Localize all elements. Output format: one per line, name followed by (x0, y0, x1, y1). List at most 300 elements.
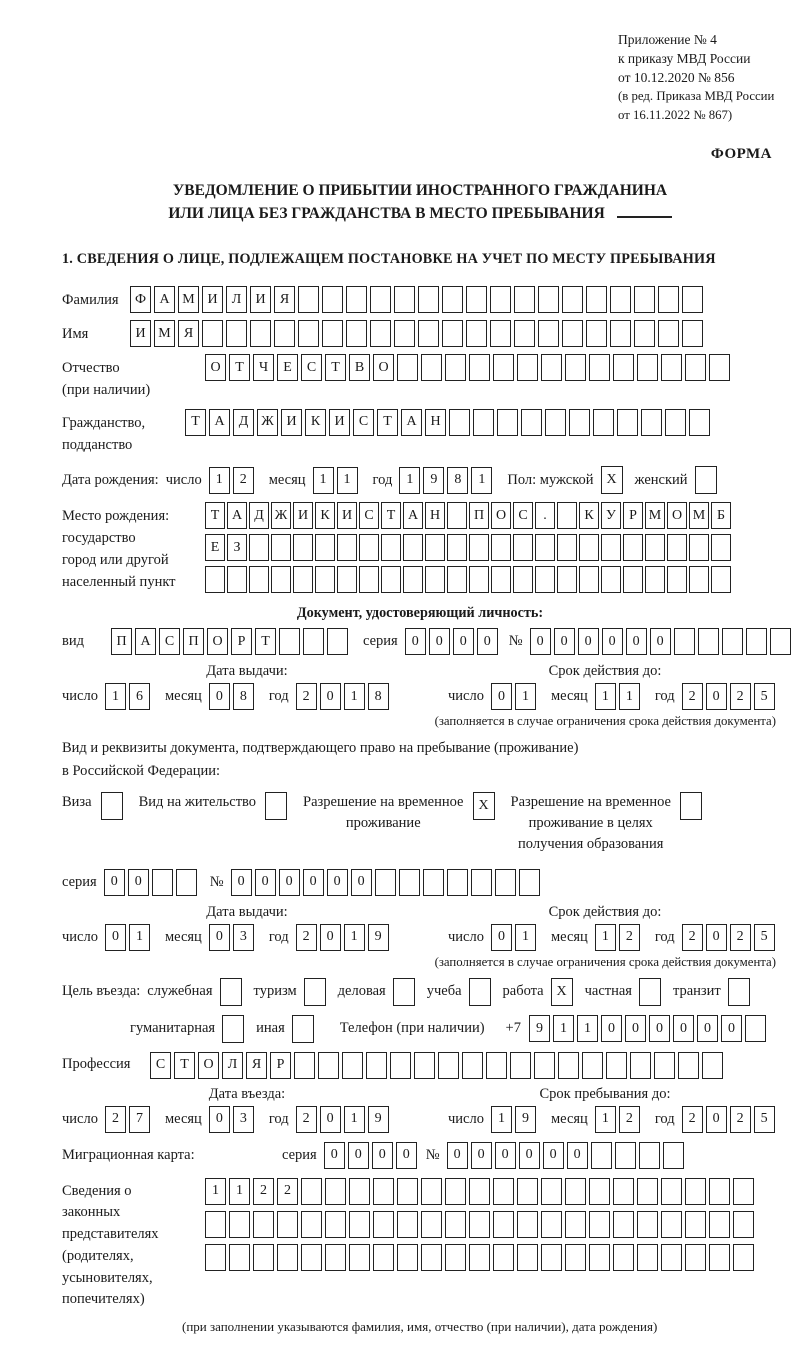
char-cell[interactable]: 0 (519, 1142, 540, 1169)
char-cell[interactable] (445, 1211, 466, 1238)
char-cell[interactable]: Е (205, 534, 225, 561)
char-cell[interactable] (394, 320, 415, 347)
char-cell[interactable]: Д (233, 409, 254, 436)
char-cell[interactable] (514, 286, 535, 313)
char-cell[interactable] (442, 286, 463, 313)
char-cell[interactable] (469, 1211, 490, 1238)
char-cell[interactable] (318, 1052, 339, 1079)
char-cell[interactable] (613, 1211, 634, 1238)
char-cell[interactable] (293, 534, 313, 561)
char-cell[interactable] (337, 534, 357, 561)
char-cell[interactable]: 0 (429, 628, 450, 655)
char-cell[interactable] (535, 534, 555, 561)
char-cell[interactable] (535, 566, 555, 593)
char-cell[interactable]: 1 (577, 1015, 598, 1042)
char-cell[interactable]: 2 (619, 1106, 640, 1133)
char-cell[interactable] (733, 1178, 754, 1205)
char-cell[interactable] (517, 1178, 538, 1205)
char-cell[interactable] (271, 534, 291, 561)
char-cell[interactable]: Р (231, 628, 252, 655)
char-cell[interactable] (469, 566, 489, 593)
char-cell[interactable]: 0 (405, 628, 426, 655)
char-cell[interactable] (562, 286, 583, 313)
char-cell[interactable] (390, 1052, 411, 1079)
char-cell[interactable]: 1 (399, 467, 420, 494)
char-cell[interactable]: М (178, 286, 199, 313)
char-cell[interactable] (601, 534, 621, 561)
char-cell[interactable] (397, 1178, 418, 1205)
char-cell[interactable]: 0 (602, 628, 623, 655)
char-cell[interactable] (447, 869, 468, 896)
char-cell[interactable] (469, 354, 490, 381)
char-cell[interactable] (445, 1178, 466, 1205)
char-cell[interactable] (702, 1052, 723, 1079)
char-cell[interactable] (421, 1244, 442, 1271)
char-cell[interactable] (322, 320, 343, 347)
char-cell[interactable] (745, 1015, 766, 1042)
sex-female-checkbox[interactable] (695, 466, 717, 494)
char-cell[interactable]: Т (381, 502, 401, 529)
char-cell[interactable] (637, 1211, 658, 1238)
char-cell[interactable]: Т (185, 409, 206, 436)
char-cell[interactable]: 0 (626, 628, 647, 655)
char-cell[interactable] (565, 1211, 586, 1238)
char-cell[interactable]: 0 (453, 628, 474, 655)
char-cell[interactable] (315, 534, 335, 561)
char-cell[interactable] (678, 1052, 699, 1079)
char-cell[interactable]: С (353, 409, 374, 436)
char-cell[interactable]: 6 (129, 683, 150, 710)
char-cell[interactable] (226, 320, 247, 347)
char-cell[interactable] (486, 1052, 507, 1079)
char-cell[interactable] (589, 354, 610, 381)
char-cell[interactable] (403, 566, 423, 593)
char-cell[interactable]: 0 (320, 683, 341, 710)
char-cell[interactable] (322, 286, 343, 313)
char-cell[interactable] (558, 1052, 579, 1079)
char-cell[interactable] (469, 1178, 490, 1205)
char-cell[interactable]: 0 (554, 628, 575, 655)
char-cell[interactable] (447, 534, 467, 561)
char-cell[interactable] (493, 354, 514, 381)
char-cell[interactable] (301, 1244, 322, 1271)
char-cell[interactable] (711, 534, 731, 561)
char-cell[interactable]: 0 (706, 683, 727, 710)
char-cell[interactable]: 1 (619, 683, 640, 710)
char-cell[interactable]: О (491, 502, 511, 529)
purpose-other-checkbox[interactable] (292, 1015, 314, 1043)
char-cell[interactable]: . (535, 502, 555, 529)
char-cell[interactable]: У (601, 502, 621, 529)
char-cell[interactable]: 2 (619, 924, 640, 951)
char-cell[interactable]: М (154, 320, 175, 347)
char-cell[interactable]: 0 (372, 1142, 393, 1169)
char-cell[interactable]: 0 (477, 628, 498, 655)
char-cell[interactable] (375, 869, 396, 896)
char-cell[interactable]: 0 (706, 1106, 727, 1133)
char-cell[interactable] (519, 869, 540, 896)
char-cell[interactable] (541, 1178, 562, 1205)
char-cell[interactable]: 2 (682, 683, 703, 710)
char-cell[interactable] (665, 409, 686, 436)
char-cell[interactable] (623, 534, 643, 561)
char-cell[interactable] (545, 409, 566, 436)
char-cell[interactable] (722, 628, 743, 655)
char-cell[interactable] (565, 1178, 586, 1205)
char-cell[interactable]: Ж (257, 409, 278, 436)
char-cell[interactable] (366, 1052, 387, 1079)
char-cell[interactable]: 1 (229, 1178, 250, 1205)
purpose-commercial-checkbox[interactable] (393, 978, 415, 1006)
char-cell[interactable] (514, 320, 535, 347)
char-cell[interactable] (534, 1052, 555, 1079)
char-cell[interactable]: 5 (754, 924, 775, 951)
char-cell[interactable]: М (689, 502, 709, 529)
char-cell[interactable] (637, 354, 658, 381)
char-cell[interactable] (399, 869, 420, 896)
char-cell[interactable]: П (469, 502, 489, 529)
char-cell[interactable]: Т (377, 409, 398, 436)
char-cell[interactable] (654, 1052, 675, 1079)
char-cell[interactable]: 1 (344, 924, 365, 951)
char-cell[interactable]: Т (229, 354, 250, 381)
char-cell[interactable] (438, 1052, 459, 1079)
char-cell[interactable] (445, 354, 466, 381)
char-cell[interactable]: А (227, 502, 247, 529)
char-cell[interactable] (630, 1052, 651, 1079)
char-cell[interactable] (359, 566, 379, 593)
purpose-transit-checkbox[interactable] (728, 978, 750, 1006)
char-cell[interactable] (733, 1211, 754, 1238)
char-cell[interactable] (325, 1178, 346, 1205)
char-cell[interactable]: 0 (320, 924, 341, 951)
purpose-humanitarian-checkbox[interactable] (222, 1015, 244, 1043)
char-cell[interactable] (373, 1178, 394, 1205)
char-cell[interactable] (641, 409, 662, 436)
char-cell[interactable] (298, 320, 319, 347)
char-cell[interactable]: С (513, 502, 533, 529)
char-cell[interactable]: Н (425, 409, 446, 436)
char-cell[interactable] (557, 566, 577, 593)
char-cell[interactable] (397, 1211, 418, 1238)
char-cell[interactable] (667, 534, 687, 561)
char-cell[interactable]: 2 (277, 1178, 298, 1205)
char-cell[interactable]: 8 (368, 683, 389, 710)
char-cell[interactable] (325, 1211, 346, 1238)
char-cell[interactable] (491, 566, 511, 593)
char-cell[interactable]: 1 (553, 1015, 574, 1042)
char-cell[interactable] (667, 566, 687, 593)
char-cell[interactable] (277, 1244, 298, 1271)
char-cell[interactable] (495, 869, 516, 896)
char-cell[interactable] (770, 628, 791, 655)
char-cell[interactable] (637, 1178, 658, 1205)
residence-permit-checkbox[interactable] (265, 792, 287, 820)
char-cell[interactable] (293, 566, 313, 593)
char-cell[interactable] (569, 409, 590, 436)
char-cell[interactable] (491, 534, 511, 561)
char-cell[interactable] (381, 566, 401, 593)
char-cell[interactable]: 2 (730, 924, 751, 951)
char-cell[interactable]: Р (623, 502, 643, 529)
char-cell[interactable] (589, 1178, 610, 1205)
char-cell[interactable] (493, 1244, 514, 1271)
char-cell[interactable]: 1 (337, 467, 358, 494)
char-cell[interactable] (381, 534, 401, 561)
char-cell[interactable] (610, 286, 631, 313)
char-cell[interactable]: 0 (209, 683, 230, 710)
char-cell[interactable]: 0 (255, 869, 276, 896)
char-cell[interactable]: А (135, 628, 156, 655)
char-cell[interactable]: Л (226, 286, 247, 313)
char-cell[interactable]: Я (178, 320, 199, 347)
char-cell[interactable] (346, 286, 367, 313)
char-cell[interactable] (337, 566, 357, 593)
char-cell[interactable] (249, 566, 269, 593)
char-cell[interactable] (271, 566, 291, 593)
char-cell[interactable]: Т (255, 628, 276, 655)
char-cell[interactable]: И (250, 286, 271, 313)
char-cell[interactable] (445, 1244, 466, 1271)
char-cell[interactable] (674, 628, 695, 655)
char-cell[interactable] (591, 1142, 612, 1169)
char-cell[interactable] (613, 354, 634, 381)
char-cell[interactable] (373, 1211, 394, 1238)
char-cell[interactable] (469, 534, 489, 561)
char-cell[interactable] (565, 1244, 586, 1271)
char-cell[interactable]: А (154, 286, 175, 313)
char-cell[interactable] (637, 1244, 658, 1271)
char-cell[interactable] (277, 1211, 298, 1238)
char-cell[interactable] (301, 1178, 322, 1205)
temp-residence-checkbox[interactable]: X (473, 792, 495, 820)
char-cell[interactable]: 2 (233, 467, 254, 494)
char-cell[interactable] (582, 1052, 603, 1079)
char-cell[interactable] (709, 1244, 730, 1271)
char-cell[interactable] (229, 1211, 250, 1238)
char-cell[interactable] (176, 869, 197, 896)
char-cell[interactable]: 2 (296, 924, 317, 951)
char-cell[interactable]: 9 (529, 1015, 550, 1042)
char-cell[interactable] (639, 1142, 660, 1169)
char-cell[interactable]: 0 (673, 1015, 694, 1042)
char-cell[interactable]: 1 (595, 924, 616, 951)
char-cell[interactable] (349, 1178, 370, 1205)
char-cell[interactable]: 0 (495, 1142, 516, 1169)
char-cell[interactable]: О (207, 628, 228, 655)
char-cell[interactable]: К (305, 409, 326, 436)
char-cell[interactable] (327, 628, 348, 655)
char-cell[interactable]: 1 (515, 683, 536, 710)
char-cell[interactable]: И (337, 502, 357, 529)
char-cell[interactable] (689, 409, 710, 436)
char-cell[interactable]: 9 (423, 467, 444, 494)
char-cell[interactable] (303, 628, 324, 655)
char-cell[interactable]: Б (711, 502, 731, 529)
char-cell[interactable]: 5 (754, 683, 775, 710)
char-cell[interactable] (517, 354, 538, 381)
char-cell[interactable] (689, 566, 709, 593)
purpose-private-checkbox[interactable] (639, 978, 661, 1006)
char-cell[interactable] (517, 1211, 538, 1238)
char-cell[interactable] (513, 534, 533, 561)
char-cell[interactable] (562, 320, 583, 347)
char-cell[interactable] (349, 1211, 370, 1238)
char-cell[interactable] (397, 1244, 418, 1271)
char-cell[interactable]: 0 (104, 869, 125, 896)
char-cell[interactable]: 0 (396, 1142, 417, 1169)
char-cell[interactable] (250, 320, 271, 347)
char-cell[interactable]: 1 (129, 924, 150, 951)
char-cell[interactable] (606, 1052, 627, 1079)
char-cell[interactable]: 2 (730, 683, 751, 710)
char-cell[interactable] (661, 1178, 682, 1205)
char-cell[interactable] (425, 534, 445, 561)
char-cell[interactable]: 0 (303, 869, 324, 896)
char-cell[interactable] (510, 1052, 531, 1079)
char-cell[interactable]: 0 (721, 1015, 742, 1042)
char-cell[interactable] (645, 566, 665, 593)
char-cell[interactable] (152, 869, 173, 896)
char-cell[interactable]: Я (274, 286, 295, 313)
char-cell[interactable]: 0 (601, 1015, 622, 1042)
char-cell[interactable] (373, 1244, 394, 1271)
char-cell[interactable]: К (315, 502, 335, 529)
char-cell[interactable] (227, 566, 247, 593)
char-cell[interactable]: 1 (595, 1106, 616, 1133)
char-cell[interactable]: 0 (491, 683, 512, 710)
char-cell[interactable] (623, 566, 643, 593)
char-cell[interactable] (589, 1244, 610, 1271)
char-cell[interactable]: 0 (231, 869, 252, 896)
char-cell[interactable] (709, 1178, 730, 1205)
sex-male-checkbox[interactable]: X (601, 466, 623, 494)
char-cell[interactable]: 0 (578, 628, 599, 655)
char-cell[interactable]: 0 (697, 1015, 718, 1042)
char-cell[interactable] (685, 354, 706, 381)
char-cell[interactable] (229, 1244, 250, 1271)
char-cell[interactable] (418, 286, 439, 313)
char-cell[interactable] (342, 1052, 363, 1079)
char-cell[interactable] (315, 566, 335, 593)
char-cell[interactable]: Л (222, 1052, 243, 1079)
char-cell[interactable] (661, 1211, 682, 1238)
char-cell[interactable]: 1 (105, 683, 126, 710)
char-cell[interactable]: 0 (209, 1106, 230, 1133)
char-cell[interactable] (682, 320, 703, 347)
char-cell[interactable] (205, 1211, 226, 1238)
char-cell[interactable] (202, 320, 223, 347)
char-cell[interactable]: С (159, 628, 180, 655)
char-cell[interactable] (634, 320, 655, 347)
char-cell[interactable]: 1 (595, 683, 616, 710)
char-cell[interactable]: 1 (344, 683, 365, 710)
char-cell[interactable]: 0 (105, 924, 126, 951)
char-cell[interactable]: З (227, 534, 247, 561)
char-cell[interactable]: Ф (130, 286, 151, 313)
char-cell[interactable]: 0 (327, 869, 348, 896)
char-cell[interactable]: 1 (515, 924, 536, 951)
char-cell[interactable]: О (205, 354, 226, 381)
char-cell[interactable]: 0 (650, 628, 671, 655)
char-cell[interactable] (541, 354, 562, 381)
char-cell[interactable] (617, 409, 638, 436)
char-cell[interactable]: 2 (105, 1106, 126, 1133)
char-cell[interactable]: А (401, 409, 422, 436)
char-cell[interactable]: 0 (324, 1142, 345, 1169)
char-cell[interactable]: И (202, 286, 223, 313)
char-cell[interactable]: 0 (351, 869, 372, 896)
char-cell[interactable] (557, 502, 577, 529)
char-cell[interactable] (658, 286, 679, 313)
char-cell[interactable]: 2 (296, 1106, 317, 1133)
char-cell[interactable] (589, 1211, 610, 1238)
char-cell[interactable]: Е (277, 354, 298, 381)
char-cell[interactable] (462, 1052, 483, 1079)
char-cell[interactable]: 0 (706, 924, 727, 951)
char-cell[interactable] (634, 286, 655, 313)
char-cell[interactable]: Т (174, 1052, 195, 1079)
char-cell[interactable]: И (293, 502, 313, 529)
char-cell[interactable]: 0 (491, 924, 512, 951)
char-cell[interactable]: 0 (447, 1142, 468, 1169)
char-cell[interactable] (513, 566, 533, 593)
char-cell[interactable] (466, 286, 487, 313)
char-cell[interactable] (517, 1244, 538, 1271)
char-cell[interactable]: 9 (515, 1106, 536, 1133)
char-cell[interactable]: И (329, 409, 350, 436)
char-cell[interactable] (418, 320, 439, 347)
char-cell[interactable]: Н (425, 502, 445, 529)
char-cell[interactable] (579, 566, 599, 593)
purpose-business-checkbox[interactable] (220, 978, 242, 1006)
char-cell[interactable]: А (403, 502, 423, 529)
char-cell[interactable] (538, 320, 559, 347)
char-cell[interactable]: А (209, 409, 230, 436)
char-cell[interactable] (425, 566, 445, 593)
char-cell[interactable] (711, 566, 731, 593)
char-cell[interactable] (442, 320, 463, 347)
char-cell[interactable] (601, 566, 621, 593)
char-cell[interactable] (298, 286, 319, 313)
char-cell[interactable]: И (281, 409, 302, 436)
char-cell[interactable]: П (111, 628, 132, 655)
char-cell[interactable] (538, 286, 559, 313)
char-cell[interactable]: Д (249, 502, 269, 529)
char-cell[interactable] (682, 286, 703, 313)
char-cell[interactable]: Я (246, 1052, 267, 1079)
char-cell[interactable]: 7 (129, 1106, 150, 1133)
char-cell[interactable]: С (301, 354, 322, 381)
char-cell[interactable] (645, 534, 665, 561)
char-cell[interactable] (414, 1052, 435, 1079)
char-cell[interactable] (469, 1244, 490, 1271)
char-cell[interactable]: 5 (754, 1106, 775, 1133)
char-cell[interactable]: 2 (296, 683, 317, 710)
char-cell[interactable] (301, 1211, 322, 1238)
char-cell[interactable]: 0 (567, 1142, 588, 1169)
char-cell[interactable]: 1 (491, 1106, 512, 1133)
char-cell[interactable] (493, 1178, 514, 1205)
char-cell[interactable]: 0 (625, 1015, 646, 1042)
char-cell[interactable] (685, 1211, 706, 1238)
char-cell[interactable]: К (579, 502, 599, 529)
char-cell[interactable]: 2 (253, 1178, 274, 1205)
char-cell[interactable] (253, 1211, 274, 1238)
char-cell[interactable] (698, 628, 719, 655)
char-cell[interactable] (593, 409, 614, 436)
char-cell[interactable]: 2 (682, 1106, 703, 1133)
